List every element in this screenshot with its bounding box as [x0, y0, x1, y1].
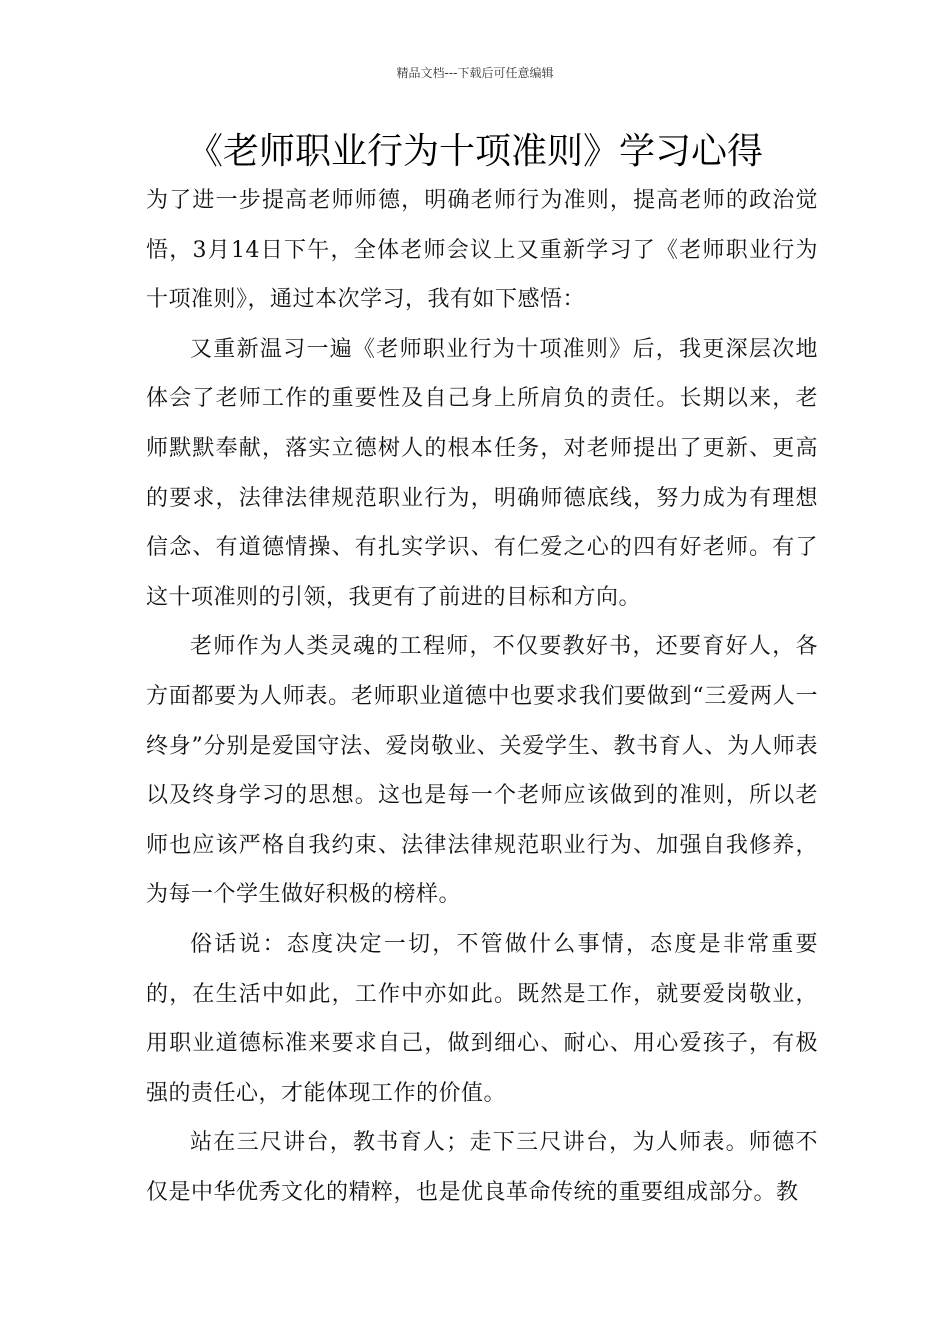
- paragraph-attitude: 俗话说：态度决定一切，不管做什么事情，态度是非常重要的，在生活中如此，工作中亦如此。既然是工作，就要爱岗敬业，用职业道德标准来要求自己，做到细心、耐心、用心爱孩子，有极强的责任心，才能体现工作的价值。: [146, 931, 818, 1106]
- paragraph-intro: 为了进一步提高老师师德，明确老师行为准则，提高老师的政治觉悟，3月14日下午，全体老师会议上又重新学习了《老师职业行为十项准则》，通过本次学习，我有如下感悟：: [146, 188, 818, 313]
- document-body: [146, 176, 818, 1217]
- page-header-note: 精品文档---下载后可任意编辑: [396, 66, 554, 80]
- paragraph-podium: 站在三尺讲台，教书育人；走下三尺讲台，为人师表。师德不仅是中华优秀文化的精粹，也是优良革命传统的重要组成部分。教: [146, 1130, 818, 1205]
- paragraph-reflection: 又重新温习一遍《老师职业行为十项准则》后，我更深层次地体会了老师工作的重要性及自己身上所肩负的责任。长期以来，老师默默奉献，落实立德树人的根本任务，对老师提出了更新、更高的要求，法律法律规范职业行为，明确师德底线，努力成为有理想信念、有道德情操、有扎实学识、有仁爱之心的四有好老师。有了这十项准则的引领，我更有了前进的目标和方向。: [146, 336, 818, 610]
- paragraph-role-model: 老师作为人类灵魂的工程师，不仅要教好书，还要育好人，各方面都要为人师表。老师职业道德中也要求我们要做到“三爱两人一终身”分别是爱国守法、爱岗敬业、关爱学生、教书育人、为人师表以及终身学习的思想。这也是每一个老师应该做到的准则，所以老师也应该严格自我约束、法律法律规范职业行为、加强自我修养，为每一个学生做好积极的榜样。: [146, 634, 818, 908]
- document-title: 《老师职业行为十项准则》学习心得: [186, 131, 763, 172]
